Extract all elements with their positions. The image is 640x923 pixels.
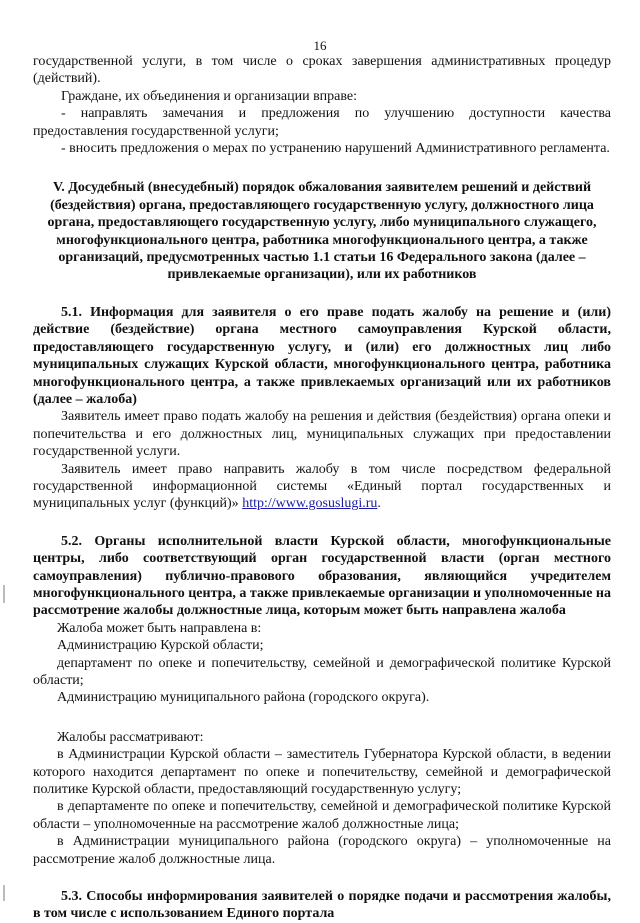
subsection-heading-5-3: 5.3. Способы информирования заявителей о порядке подачи и рассмотрения жалобы, в том числе с использованием Единого портала [33, 889, 611, 922]
list-item: Администрацию Курской области; [57, 638, 264, 654]
paragraph-rights-item-2: - вносить предложения о мерах по устранению нарушений Административного регламента. [61, 141, 610, 157]
paragraph-rights-intro: Граждане, их объединения и организации вправе: [61, 88, 358, 104]
page-body [33, 53, 611, 923]
review-intro: Жалобы рассматривают: [57, 729, 204, 745]
list-item: департамент по опеке и попечительству, семейной и демографической политике Курской области; [33, 655, 611, 688]
list-item: Жалоба может быть направлена в: [57, 620, 262, 636]
review-item: в Администрации муниципального района (городского округа) – уполномоченные на рассмотрение жалоб должностные лица. [33, 834, 611, 867]
review-item: в Администрации Курской области – заместитель Губернатора Курской области, в ведении которого находится департамент по опеке и попечительству, семейной и демографической политике Курской области, предоставляющий государственную услугу; [33, 747, 611, 798]
scan-edge-mark [3, 585, 5, 603]
paragraph-5-1-portal-end: . [377, 496, 381, 512]
paragraph-5-1-portal-text: Заявитель имеет право направить жалобу в том числе посредством федеральной государственной информационной системы «Единый портал государственных и муниципальных услуг (функций)» [33, 461, 611, 512]
paragraph-continuation: государственной услуги, в том числе о сроках завершения административных процедур (действий). [33, 54, 611, 87]
subsection-heading-5-1: 5.1. Информация для заявителя о его праве подать жалобу на решение и (или) действие (бездействие) органа местного самоуправления Курской области, предоставляющего государственную услугу, и (или) его должностных лиц либо муниципальных служащих Курской области, многофункционального центра, работника многофункционального центра, а также привлекаемых организаций или их работников (далее – жалоба) [33, 304, 611, 407]
page-number: 16 [313, 38, 327, 53]
gosuslugi-link[interactable]: http://www.gosuslugi.ru [242, 496, 378, 512]
paragraph-5-1-portal [33, 461, 611, 513]
paragraph-rights-item-1: - направлять замечания и предложения по улучшению доступности качества предоставления государственной услуги; [33, 106, 611, 139]
list-item: Администрацию муниципального района (городского округа). [57, 690, 430, 706]
subsection-heading-5-2: 5.2. Органы исполнительной власти Курской области, многофункциональные центры, либо соответствующий орган государственной власти (орган местного самоуправления) публично-правового образования, являющийся учредителем многофункционального центра, а также привлекаемые организации и уполномоченные на рассмотрение жалобы должностные лица, которым может быть направлена жалоба [33, 533, 611, 619]
review-item: в департаменте по опеке и попечительству, семейной и демографической политике Курской области – уполномоченные на рассмотрение жалоб должностные лица; [33, 799, 611, 832]
section-heading: V. Досудебный (внесудебный) порядок обжалования заявителем решений и действий (бездействия) органа, предоставляющего государственную услугу, должностного лица органа, предоставляющего государственную услугу, либо муниципального служащего, многофункционального центра, работника многофункционального центра, а также организаций, предусмотренных частью 1.1 статьи 16 Федерального закона (далее – привлекаемые организации), или их работников [47, 180, 597, 283]
scan-edge-mark [3, 885, 5, 901]
paragraph-5-1-right: Заявитель имеет право подать жалобу на решения и действия (бездействия) органа опеки и попечительства и его должностных лиц, муниципальных служащих при предоставлении государственной услуги. [33, 409, 611, 460]
